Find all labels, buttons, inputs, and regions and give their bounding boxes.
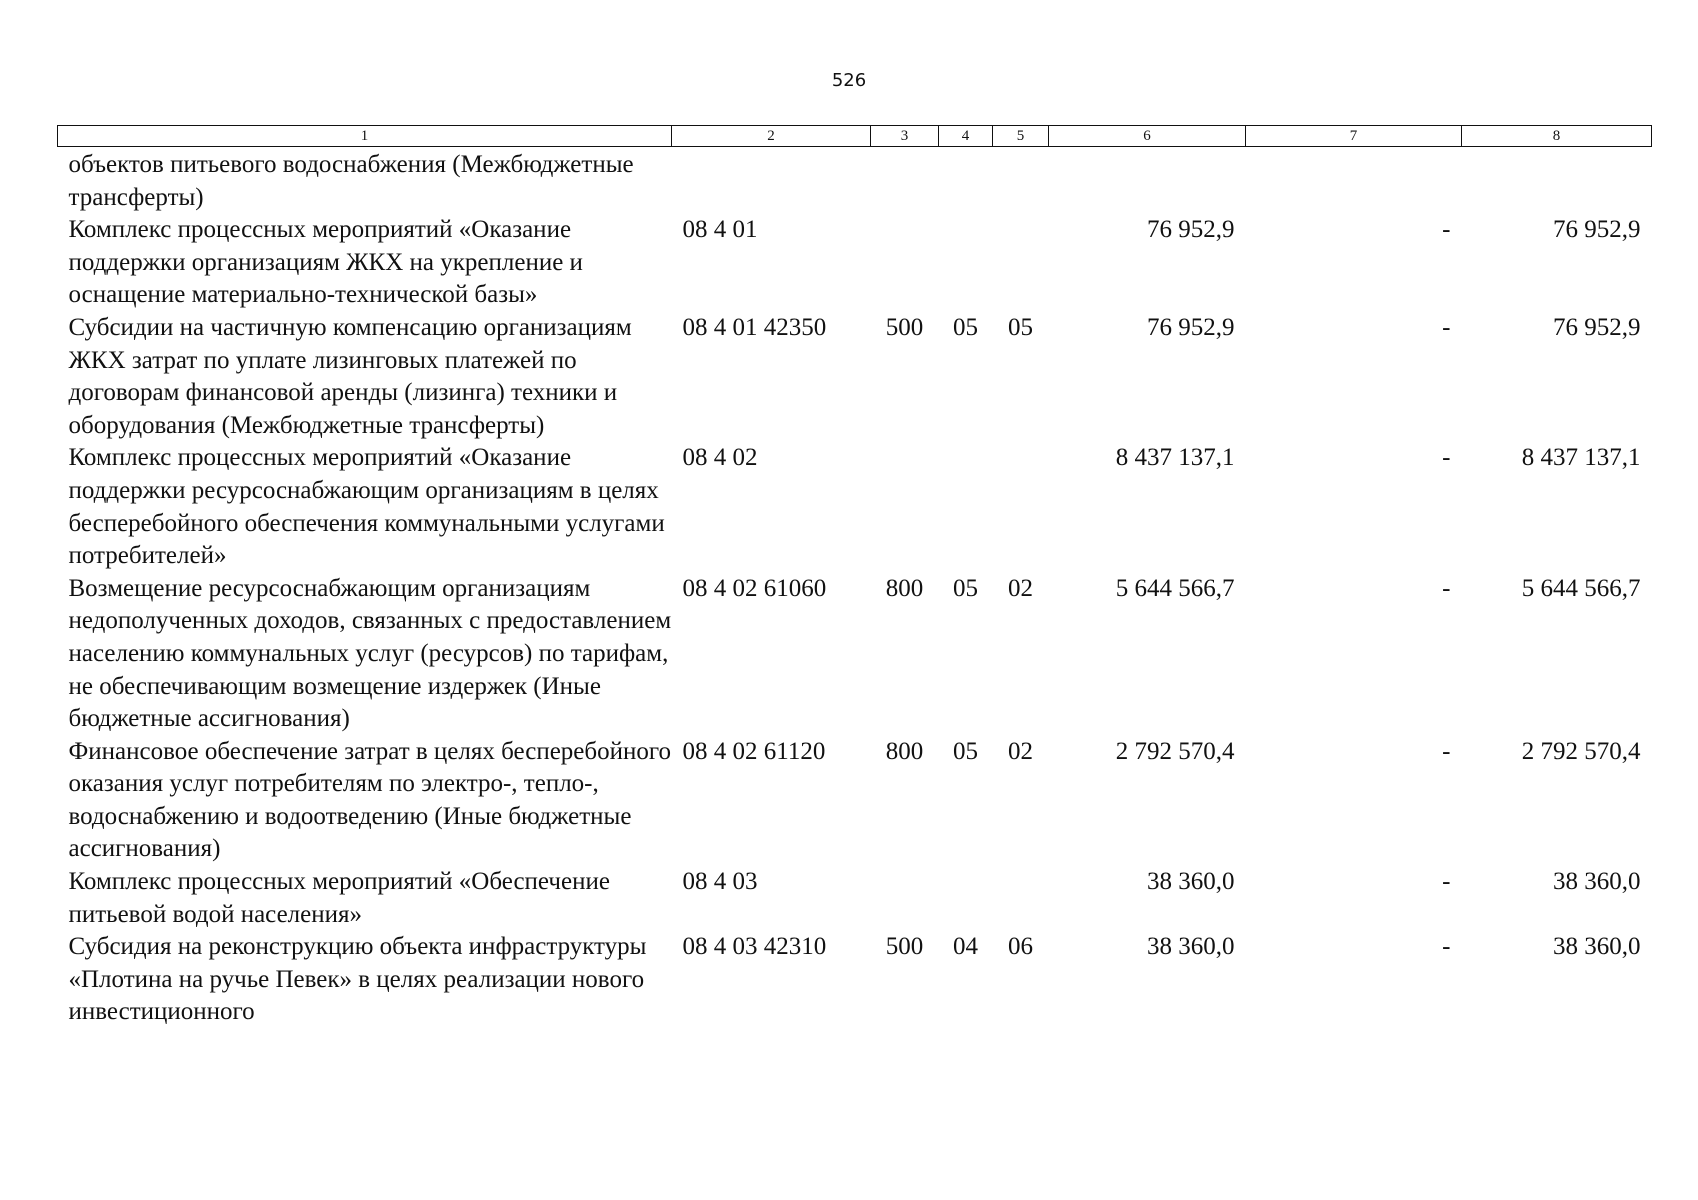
row-rz: 05 (953, 313, 978, 341)
row-amount: 38 360,0 (1147, 933, 1235, 961)
row-change: - (1442, 868, 1451, 896)
column-number-header-row (58, 126, 1652, 147)
row-change: - (1442, 216, 1451, 244)
table-row (58, 147, 1652, 215)
row-vr: 500 (885, 933, 924, 961)
row-change: - (1442, 444, 1451, 472)
row-code: 08 4 02 (682, 444, 758, 472)
row-description: Субсидии на частичную компенсацию организациям ЖКХ затрат по уплате лизинговых платежей по договорам финансовой аренды (лизинга) техники и оборудования (Межбюджетные трансферты) (68, 313, 632, 439)
row-rz (939, 214, 993, 312)
row-total: 76 952,9 (1553, 313, 1641, 341)
row-total: 38 360,0 (1553, 868, 1641, 896)
row-description: Финансовое обеспечение затрат в целях бесперебойного оказания услуг потребителям по электро-, тепло-, водоснабжению и водоотведению (Иные бюджетные ассигнования) (68, 737, 672, 863)
row-vr (871, 866, 939, 931)
row-amount (1049, 147, 1246, 215)
page-number: 526 (831, 70, 867, 91)
row-description: Субсидия на реконструкцию объекта инфраструктуры «Плотина на ручье Певек» в целях реализации нового инвестиционного (68, 933, 647, 1026)
row-pr: 05 (1008, 313, 1033, 341)
row-vr: 500 (885, 313, 924, 341)
row-amount: 38 360,0 (1147, 868, 1235, 896)
column-header: 1 (58, 126, 672, 147)
row-rz (939, 442, 993, 572)
row-pr: 06 (1008, 933, 1033, 961)
row-description: Комплекс процессных мероприятий «Оказание поддержки ресурсоснабжающим организациям в целях бесперебойного обеспечения коммунальными услугами потребителей» (68, 444, 665, 570)
row-description: Комплекс процессных мероприятий «Обеспечение питьевой водой населения» (68, 868, 610, 928)
row-rz: 04 (953, 933, 978, 961)
table-row (58, 866, 1652, 931)
row-code: 08 4 03 42310 (682, 933, 827, 961)
row-vr (871, 442, 939, 572)
row-vr (871, 147, 939, 215)
row-total: 5 644 566,7 (1521, 574, 1641, 602)
row-change (1246, 147, 1462, 215)
row-amount: 76 952,9 (1147, 313, 1235, 341)
row-code: 08 4 02 61060 (682, 574, 827, 602)
table-row (58, 442, 1652, 572)
column-header: 7 (1246, 126, 1462, 147)
row-amount: 2 792 570,4 (1115, 737, 1235, 765)
column-header: 6 (1049, 126, 1246, 147)
column-header: 5 (993, 126, 1049, 147)
column-header: 3 (871, 126, 939, 147)
row-pr: 02 (1008, 574, 1033, 602)
row-change: - (1442, 313, 1451, 341)
row-change: - (1442, 737, 1451, 765)
row-rz (939, 866, 993, 931)
column-header: 8 (1462, 126, 1652, 147)
row-pr: 02 (1008, 737, 1033, 765)
row-rz (939, 147, 993, 215)
column-header: 2 (672, 126, 871, 147)
row-code: 08 4 02 61120 (682, 737, 826, 765)
row-description: Комплекс процессных мероприятий «Оказание поддержки организациям ЖКХ на укрепление и оснащение материально-технической базы» (68, 216, 583, 309)
row-vr: 800 (885, 737, 924, 765)
row-amount: 76 952,9 (1147, 216, 1235, 244)
row-code: 08 4 01 (682, 216, 758, 244)
row-description: объектов питьевого водоснабжения (Межбюджетные трансферты) (68, 151, 634, 211)
column-header: 4 (939, 126, 993, 147)
row-vr (871, 214, 939, 312)
row-code: 08 4 01 42350 (682, 313, 827, 341)
row-change: - (1442, 933, 1451, 961)
row-amount: 5 644 566,7 (1115, 574, 1235, 602)
row-pr (993, 147, 1049, 215)
row-pr (993, 214, 1049, 312)
row-change: - (1442, 574, 1451, 602)
row-description: Возмещение ресурсоснабжающим организациям недополученных доходов, связанных с предоставлением населению коммунальных услуг (ресурсов) по тарифам, не обеспечивающим возмещение издержек (Иные бюджетные ассигнования) (68, 574, 672, 733)
row-code (672, 147, 871, 215)
table-row (58, 214, 1652, 312)
row-pr (993, 442, 1049, 572)
row-code: 08 4 03 (682, 868, 758, 896)
row-total: 38 360,0 (1553, 933, 1641, 961)
table-row (58, 573, 1652, 736)
row-amount: 8 437 137,1 (1115, 444, 1235, 472)
row-total (1462, 147, 1652, 215)
table-row (58, 931, 1652, 1029)
row-total: 2 792 570,4 (1521, 737, 1641, 765)
budget-table (57, 125, 1652, 1029)
row-total: 76 952,9 (1553, 216, 1641, 244)
row-rz: 05 (953, 737, 978, 765)
row-vr: 800 (885, 574, 924, 602)
row-total: 8 437 137,1 (1521, 444, 1641, 472)
table-row (58, 312, 1652, 442)
row-pr (993, 866, 1049, 931)
table-row (58, 736, 1652, 866)
row-rz: 05 (953, 574, 978, 602)
